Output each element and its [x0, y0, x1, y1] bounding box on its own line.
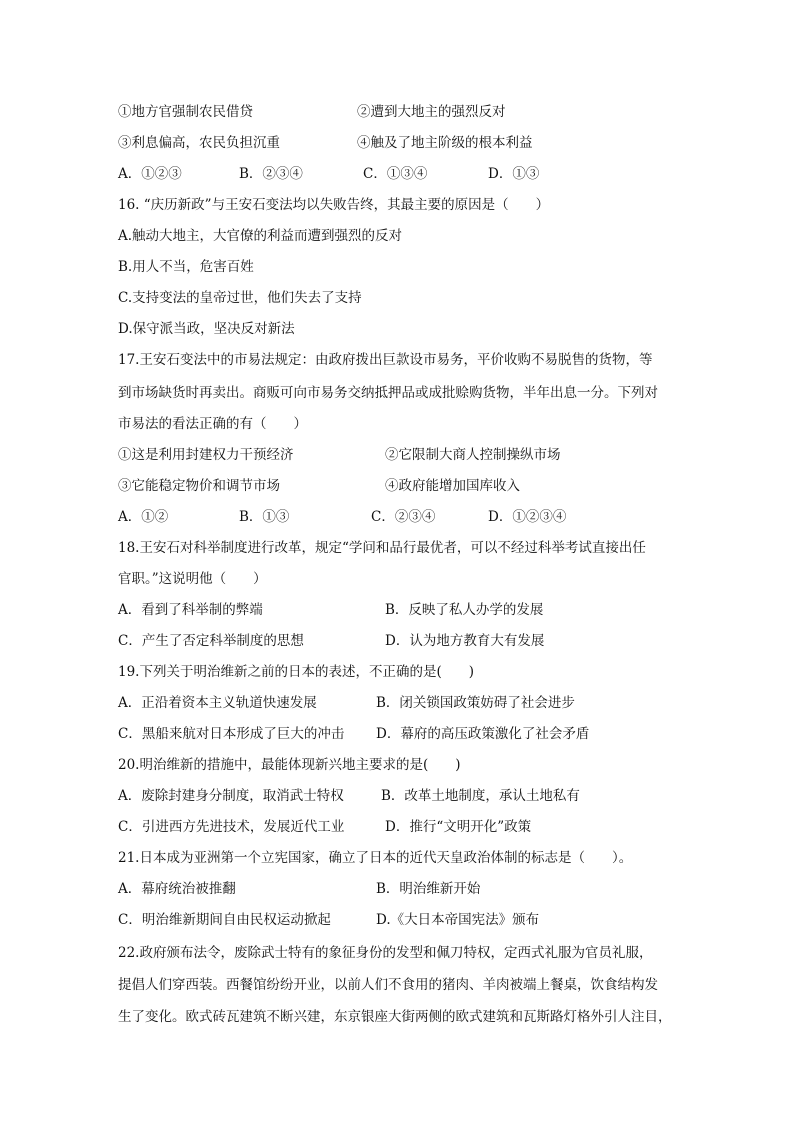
q17-option-b: B．①③: [239, 509, 290, 525]
q17-stem-line-2: 到市场缺货时再卖出。商贩可向市易务交纳抵押品或成批赊购货物，半年出息一分。下列对: [118, 385, 658, 401]
q16-option-d: D.保守派当政，坚决反对新法: [118, 321, 295, 337]
q17-statement-3: ③它能稳定物价和调节市场: [118, 478, 280, 494]
q15-option-d: D．①③: [488, 166, 540, 182]
q21-option-d: D.《大日本帝国宪法》颁布: [376, 912, 540, 928]
q20-option-b: B．改革土地制度，承认土地私有: [381, 788, 580, 804]
q15-statement-3: ③利息偏高，农民负担沉重: [118, 135, 280, 151]
q16-option-b: B.用人不当，危害百姓: [118, 259, 254, 275]
q20-option-a: A．废除封建身分制度，取消武士特权: [118, 788, 344, 804]
q22-stem-line-1: 22.政府颁布法令，废除武士特有的象征身份的发型和佩刀特权，定西式礼服为官员礼服，: [118, 945, 653, 961]
q20-option-c: C．引进西方先进技术，发展近代工业: [118, 819, 345, 835]
q17-stem-line-1: 17.王安石变法中的市易法规定：由政府拨出巨款设市易务，平价收购不易脱售的货物，等: [118, 352, 653, 368]
q21-option-c: C．明治维新期间自由民权运动掀起: [118, 912, 331, 928]
q17-statement-1: ①这是利用封建权力干预经济: [118, 447, 294, 463]
q18-stem-line-2: 官职。”这说明他（ ）: [118, 571, 267, 587]
q16-stem: 16. “庆历新政”与王安石变法均以失败告终，其最主要的原因是（ ）: [118, 197, 550, 213]
q19-option-b: B．闭关锁国政策妨碍了社会进步: [376, 695, 575, 711]
q19-option-d: D．幕府的高压政策激化了社会矛盾: [376, 726, 590, 742]
q19-option-a: A．正沿着资本主义轨道快速发展: [118, 695, 317, 711]
q15-option-c: C．①③④: [363, 166, 428, 182]
q18-option-a: A．看到了科举制的弊端: [118, 602, 263, 618]
q18-option-d: D．认为地方教育大有发展: [385, 633, 545, 649]
q18-stem-line-1: 18.王安石对科举制度进行改革，规定“学问和品行最优者，可以不经过科举考试直接出任: [118, 540, 646, 556]
q18-option-c: C．产生了否定科举制度的思想: [118, 633, 304, 649]
q21-option-a: A．幕府统治被推翻: [118, 881, 236, 897]
q22-stem-line-3: 生了变化。欧式砖瓦建筑不断兴建，东京银座大街两侧的欧式建筑和瓦斯路灯格外引人注目，: [118, 1009, 672, 1025]
q16-option-a: A.触动大地主，大官僚的利益而遭到强烈的反对: [118, 228, 403, 244]
q19-stem: 19.下列关于明治维新之前的日本的表述，不正确的是( ): [118, 664, 475, 680]
q20-stem: 20.明治维新的措施中，最能体现新兴地主要求的是( ): [118, 757, 461, 773]
q19-option-c: C．黑船来航对日本形成了巨大的冲击: [118, 726, 345, 742]
q21-option-b: B．明治维新开始: [376, 881, 481, 897]
q20-option-d: D．推行“文明开化”政策: [385, 819, 532, 835]
q15-option-b: B．②③④: [239, 166, 303, 182]
q17-stem-line-3: 市易法的看法正确的有（ ）: [118, 416, 307, 432]
q15-option-a: A．①②③: [118, 166, 182, 182]
q22-stem-line-2: 提倡人们穿西装。西餐馆纷纷开业，以前人们不食用的猪肉、羊肉被端上餐桌，饮食结构发: [118, 977, 658, 993]
q17-statement-4: ④政府能增加国库收入: [385, 478, 520, 494]
q15-statement-4: ④触及了地主阶级的根本利益: [357, 135, 533, 151]
q15-statement-2: ②遭到大地主的强烈反对: [357, 104, 506, 120]
q15-statement-1: ①地方官强制农民借贷: [118, 104, 253, 120]
q17-option-c: C．②③④: [371, 509, 436, 525]
q18-option-b: B．反映了私人办学的发展: [385, 602, 544, 618]
q17-option-d: D．①②③④: [488, 509, 567, 525]
q21-stem: 21.日本成为亚洲第一个立宪国家，确立了日本的近代天皇政治体制的标志是（ ）。: [118, 850, 633, 866]
q16-option-c: C.支持变法的皇帝过世，他们失去了支持: [118, 290, 362, 306]
q17-option-a: A．①②: [118, 509, 169, 525]
q17-statement-2: ②它限制大商人控制操纵市场: [385, 447, 561, 463]
